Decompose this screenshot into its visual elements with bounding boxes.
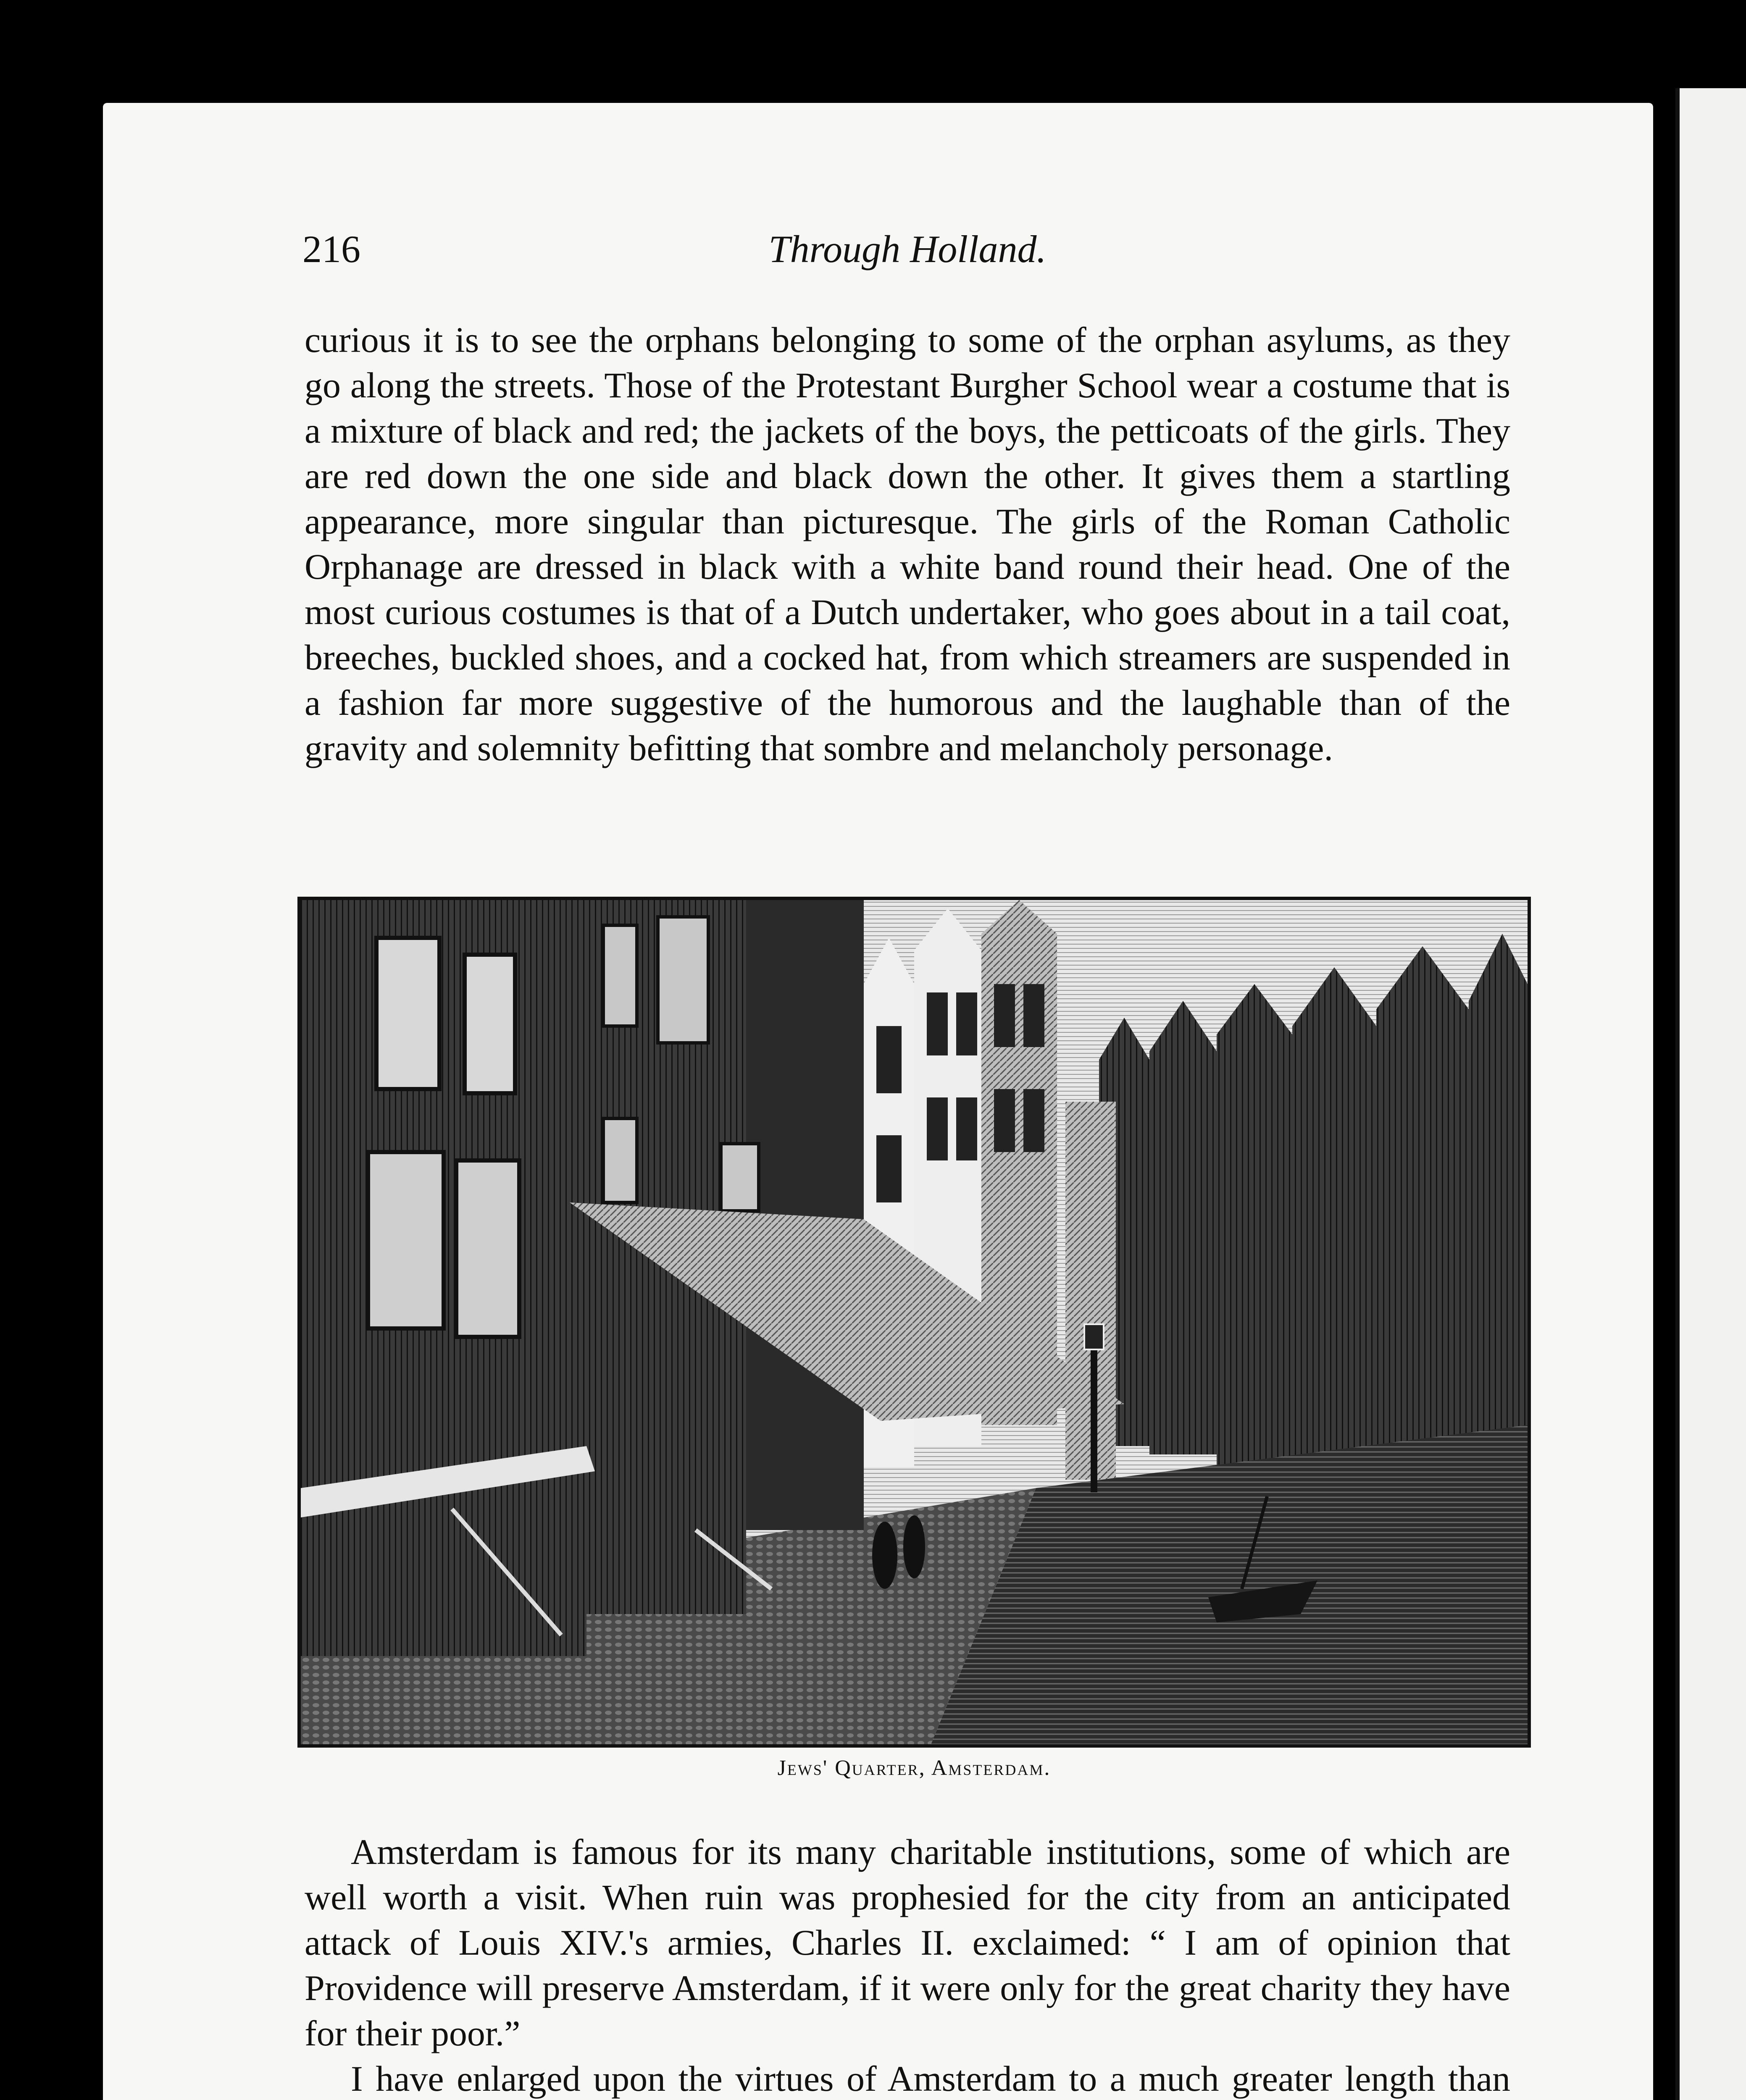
running-title: Through Holland. [768, 228, 1047, 270]
body-text-bottom [305, 1829, 1510, 2100]
paragraph-continued: curious it is to see the orphans belonging to some of the orphan asylums, as they go along the streets. Those of the Protestant Burgher School wear a costume that is a mixture of black and red; the jackets of the boys, the petticoats of the girls. They are red down the one side and black down the other. It gives them a startling appearance, more singular than picturesque. The girls of the Roman Catholic Orphanage are dressed in black with a white band round their head. One of the most curious costumes is that of a Dutch undertaker, who goes about in a tail coat, breeches, buckled shoes, and a cocked hat, from which streamers are suspended in a fashion far more suggestive of the humorous and the laughable than of the gravity and solemnity befitting that sombre and melancholy personage. [305, 320, 1510, 768]
paragraph-excursions: I have enlarged upon the virtues of Amsterdam to a much greater length than [351, 2058, 1510, 2099]
paragraph-charity: Amsterdam is famous for its many charitable institutions, some of which are well worth a visit. When ruin was prophesied for the city from an anticipated attack of Louis XIV.'s armies, Charles II. exclaimed: “ I am of opinion that Providence will preserve Amsterdam, if it were only for the great charity they have for their poor.” [305, 1832, 1510, 2053]
body-text-top [305, 317, 1510, 771]
engraving-illustration [297, 897, 1531, 1748]
figure-caption: Jews' Quarter, Amsterdam. [777, 1756, 1051, 1780]
running-head [302, 227, 1512, 281]
facing-page-edge [1675, 88, 1746, 2100]
page-number: 216 [302, 228, 360, 270]
engraving-artwork [301, 900, 1528, 1744]
